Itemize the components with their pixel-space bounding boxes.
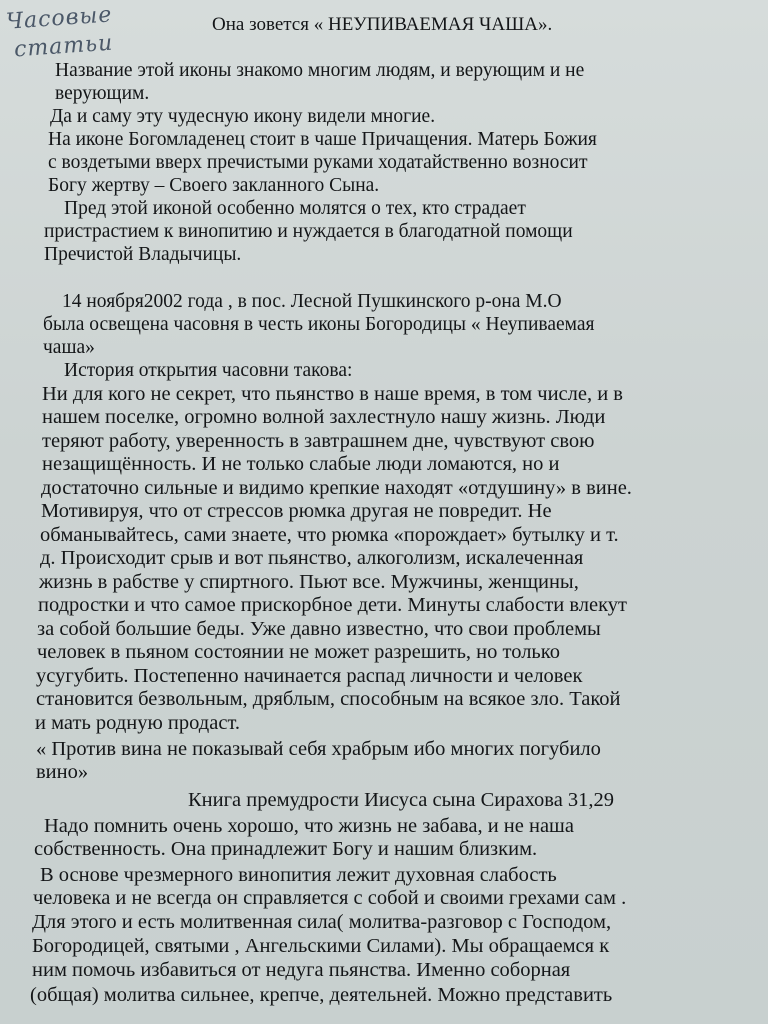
text-line: усугубить. Постепенно начинается распад личности и человек: [36, 665, 583, 687]
text-line: вино»: [36, 761, 89, 783]
citation: Книга премудрости Иисуса сына Сирахова 31,29: [188, 789, 615, 811]
text-line: незащищённость. И не только слабые люди ломаются, но и: [42, 453, 560, 475]
text-line: пристрастием к винопитию и нуждается в благодатной помощи: [44, 221, 573, 242]
text-line: Ни для кого не секрет, что пьянство в наше время, в том числе, и в: [42, 383, 623, 405]
text-line: становится безвольным, дряблым, способным на всякое зло. Такой: [36, 688, 621, 710]
text-line: теряют работу, уверенность в завтрашнем дне, чувствуют свою: [42, 430, 595, 452]
text-line: Надо помнить очень хорошо, что жизнь не забава, и не наша: [44, 815, 574, 837]
text-line: подростки и что самое прискорбное дети. Минуты слабости влекут: [38, 594, 628, 616]
text-line: собственность. Она принадлежит Богу и нашим близким.: [34, 838, 538, 860]
text-line: чаша»: [43, 337, 95, 358]
text-line: верующим.: [55, 83, 150, 104]
text-line: с воздетыми вверх пречистыми руками ходатайственно возносит: [48, 152, 588, 173]
text-line: обманывайтесь, сами знаете, что рюмка «порождает» бутылку и т.: [40, 524, 619, 546]
text-line: д. Происходит срыв и вот пьянство, алкоголизм, искалеченная: [40, 547, 584, 569]
text-line: Мотивируя, что от стрессов рюмка другая не повредит. Не: [41, 500, 552, 522]
text-line: Богу жертву – Своего закланного Сына.: [48, 175, 380, 196]
text-line: История открытия часовни такова:: [64, 360, 353, 381]
text-line: 14 ноября2002 года , в пос. Лесной Пушкинского р-она М.О: [62, 291, 562, 312]
text-line: Богородицей, святыми , Ангельскими Силами). Мы обращаемся к: [32, 935, 610, 957]
handwritten-note-line2: статьи: [13, 30, 115, 63]
text-line: человек в пьяном состоянии не может разрешить, но только: [37, 641, 560, 663]
text-line: Название этой иконы знакомо многим людям, и верующим и не: [55, 60, 585, 81]
text-line: Пред этой иконой особенно молятся о тех, кто страдает: [64, 198, 526, 219]
text-line: ним помочь избавиться от недуга пьянства. Именно соборная: [32, 959, 571, 981]
text-line: за собой большие беды. Уже давно известно, что свои проблемы: [37, 618, 601, 640]
text-line: В основе чрезмерного винопития лежит духовная слабость: [40, 864, 557, 886]
text-line: была освещена часовня в честь иконы Богородицы « Неупиваемая: [43, 314, 595, 335]
text-line: Да и саму эту чудесную икону видели многие.: [50, 106, 436, 127]
text-line: жизнь в рабстве у спиртного. Пьют все. Мужчины, женщины,: [39, 571, 579, 593]
text-line: нашем поселке, огромно волной захлестнуло нашу жизнь. Люди: [42, 406, 606, 428]
document-title: Она зовется « НЕУПИВАЕМАЯ ЧАША».: [212, 14, 553, 35]
text-line: достаточно сильные и видимо крепкие находят «отдушину» в вине.: [41, 477, 632, 499]
text-line: Пречистой Владычицы.: [44, 244, 242, 265]
text-line: Для этого и есть молитвенная сила( молитва-разговор с Господом,: [32, 911, 612, 933]
text-line: На иконе Богомладенец стоит в чаше Причащения. Матерь Божия: [48, 129, 597, 150]
text-line: (общая) молитва сильнее, крепче, деятельней. Можно представить: [30, 984, 613, 1006]
text-line: « Против вина не показывай себя храбрым ибо многих погубило: [36, 738, 601, 760]
handwritten-note-line1: Часовые: [5, 2, 114, 35]
text-line: и мать родную продаст.: [35, 712, 240, 734]
text-line: человека и не всегда он справляется с собой и своими грехами сам .: [33, 887, 627, 909]
